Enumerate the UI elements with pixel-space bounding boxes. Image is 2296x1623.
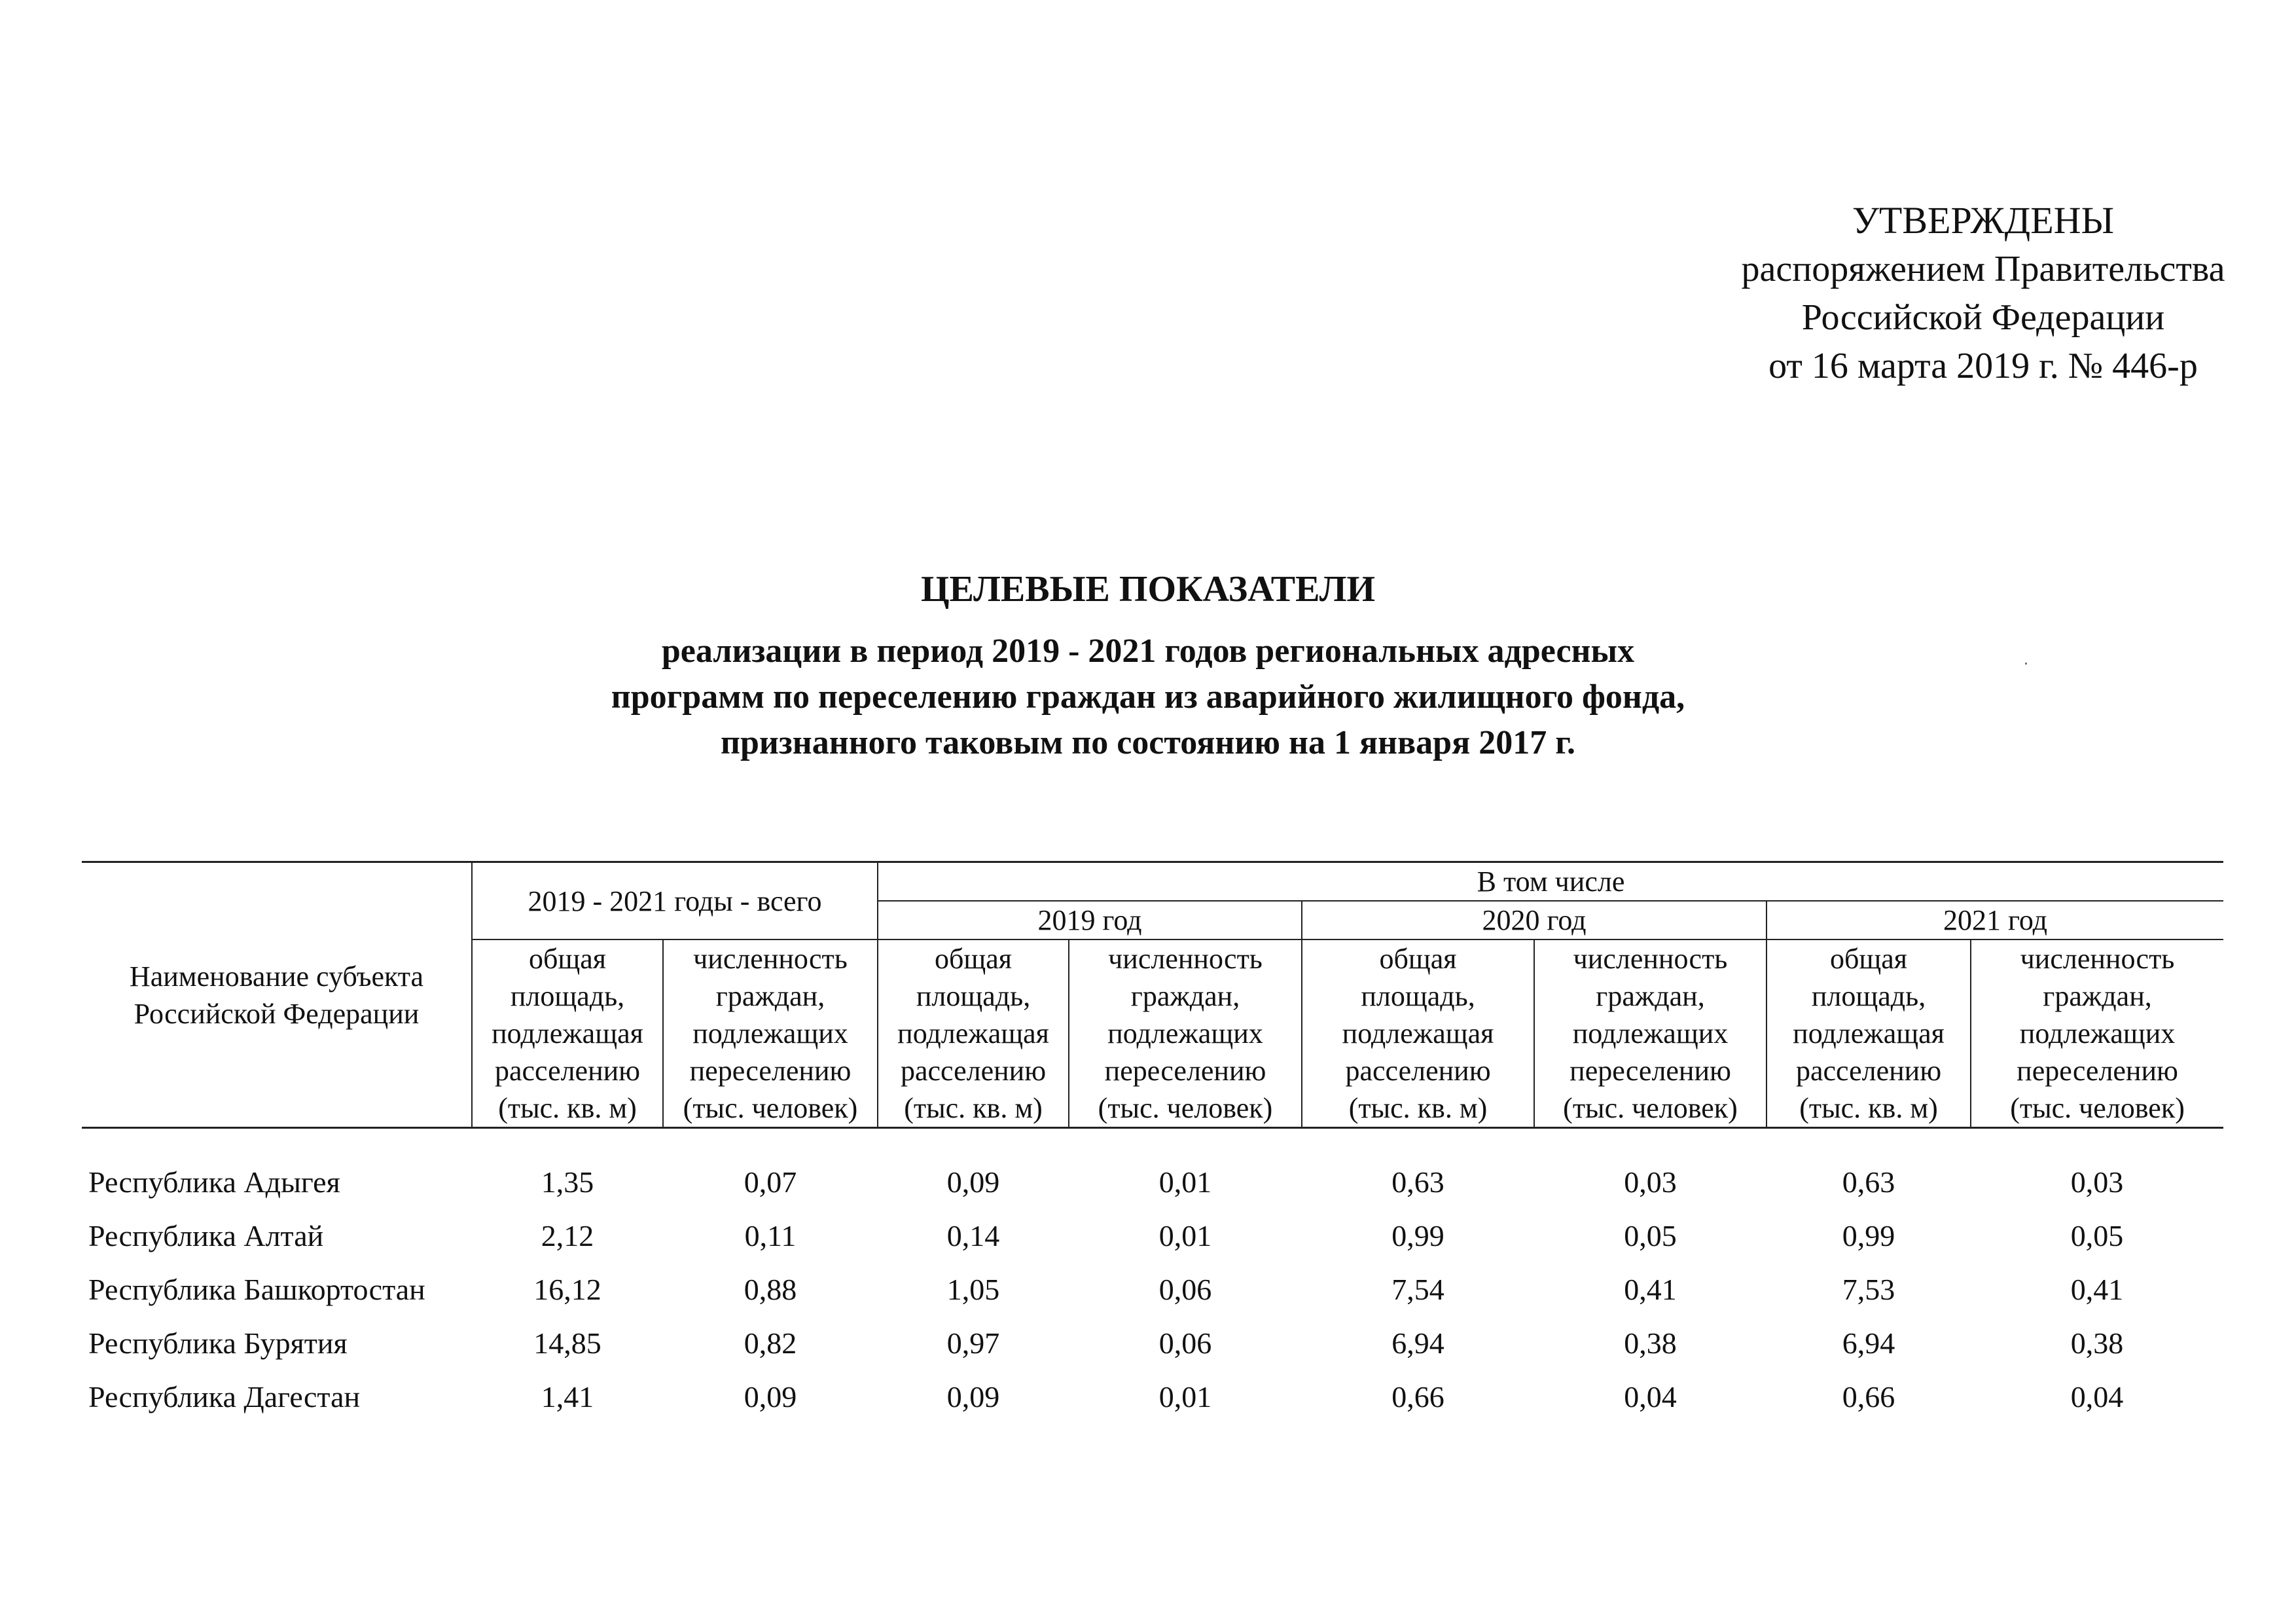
approval-date-number: от 16 марта 2019 г. № 446-р (1768, 346, 2198, 386)
area-column-header: общая площадь, подлежащая расселению (тыс. кв. м) (1767, 939, 1971, 1128)
table-row (82, 1370, 2223, 1423)
value-cell: 0,88 (744, 1272, 797, 1306)
subtitle-line: реализации в период 2019 - 2021 годов региональных адресных (661, 632, 1635, 670)
value-cell: 2,12 (541, 1218, 594, 1252)
value-cell: 1,05 (946, 1272, 1000, 1306)
value-cell: 7,54 (1391, 1272, 1444, 1306)
region-name: Республика Адыгея (88, 1165, 340, 1199)
region-name: Республика Бурятия (88, 1326, 348, 1360)
value-cell: 0,07 (744, 1165, 797, 1199)
region-name-header: Наименование субъекта Российской Федерации (82, 862, 472, 1128)
target-indicators-table (82, 861, 2223, 1423)
value-cell: 0,38 (2070, 1326, 2124, 1360)
total-period-header: 2019 - 2021 годы - всего (472, 862, 878, 940)
approval-stamp (1689, 196, 2278, 390)
year-header-2021: 2021 год (1767, 901, 2223, 939)
value-cell: 0,14 (946, 1218, 1000, 1252)
value-cell: 1,41 (541, 1379, 594, 1413)
value-cell: 0,11 (744, 1218, 797, 1252)
value-cell: 0,63 (1391, 1165, 1444, 1199)
year-header-2019: 2019 год (878, 901, 1302, 939)
approval-title: УТВЕРЖДЕНЫ (1852, 199, 2115, 242)
value-cell: 0,01 (1158, 1379, 1212, 1413)
table-row (82, 1262, 2223, 1316)
value-cell: 0,38 (1624, 1326, 1677, 1360)
year-header-2020: 2020 год (1302, 901, 1767, 939)
including-header: В том числе (878, 862, 2223, 902)
value-cell: 0,04 (1624, 1379, 1677, 1413)
value-cell: 0,03 (1624, 1165, 1677, 1199)
value-cell: 0,99 (1842, 1218, 1895, 1252)
approval-line: Российской Федерации (1801, 297, 2165, 338)
people-column-header: численность граждан, подлежащих переселению (тыс. человек) (1534, 939, 1767, 1128)
area-column-header: общая площадь, подлежащая расселению (тыс. кв. м) (878, 939, 1069, 1128)
table-row (82, 1316, 2223, 1370)
document-subtitle (0, 629, 2296, 766)
region-name: Республика Башкортостан (88, 1272, 425, 1306)
value-cell: 16,12 (533, 1272, 601, 1306)
subtitle-line: признанного таковым по состоянию на 1 января 2017 г. (721, 724, 1575, 761)
value-cell: 0,99 (1391, 1218, 1444, 1252)
people-column-header: численность граждан, подлежащих переселению (тыс. человек) (663, 939, 878, 1128)
value-cell: 14,85 (533, 1326, 601, 1360)
value-cell: 0,97 (946, 1326, 1000, 1360)
value-cell: 7,53 (1842, 1272, 1895, 1306)
value-cell: 0,03 (2070, 1165, 2124, 1199)
region-name: Республика Алтай (88, 1218, 324, 1252)
value-cell: 0,63 (1842, 1165, 1895, 1199)
scan-speck (2025, 663, 2027, 665)
value-cell: 0,09 (946, 1165, 1000, 1199)
document-title: ЦЕЛЕВЫЕ ПОКАЗАТЕЛИ (920, 569, 1376, 610)
subtitle-line: программ по переселению граждан из аварийного жилищного фонда, (611, 678, 1685, 716)
value-cell: 6,94 (1391, 1326, 1444, 1360)
value-cell: 0,82 (744, 1326, 797, 1360)
value-cell: 0,06 (1158, 1326, 1212, 1360)
value-cell: 1,35 (541, 1165, 594, 1199)
value-cell: 0,04 (2070, 1379, 2124, 1413)
area-column-header: общая площадь, подлежащая расселению (тыс. кв. м) (1302, 939, 1534, 1128)
approval-line: распоряжением Правительства (1741, 249, 2225, 289)
value-cell: 0,05 (2070, 1218, 2124, 1252)
table-body (82, 1128, 2223, 1424)
value-cell: 0,66 (1391, 1379, 1444, 1413)
value-cell: 0,01 (1158, 1218, 1212, 1252)
people-column-header: численность граждан, подлежащих переселению (тыс. человек) (1971, 939, 2223, 1128)
value-cell: 0,01 (1158, 1165, 1212, 1199)
table-row (82, 1155, 2223, 1209)
value-cell: 0,41 (1624, 1272, 1677, 1306)
area-column-header: общая площадь, подлежащая расселению (тыс. кв. м) (472, 939, 663, 1128)
value-cell: 0,06 (1158, 1272, 1212, 1306)
region-name: Республика Дагестан (88, 1379, 361, 1413)
value-cell: 0,09 (744, 1379, 797, 1413)
value-cell: 0,66 (1842, 1379, 1895, 1413)
value-cell: 0,05 (1624, 1218, 1677, 1252)
value-cell: 0,41 (2070, 1272, 2124, 1306)
people-column-header: численность граждан, подлежащих переселению (тыс. человек) (1069, 939, 1302, 1128)
value-cell: 0,09 (946, 1379, 1000, 1413)
table-row (82, 1209, 2223, 1262)
value-cell: 6,94 (1842, 1326, 1895, 1360)
